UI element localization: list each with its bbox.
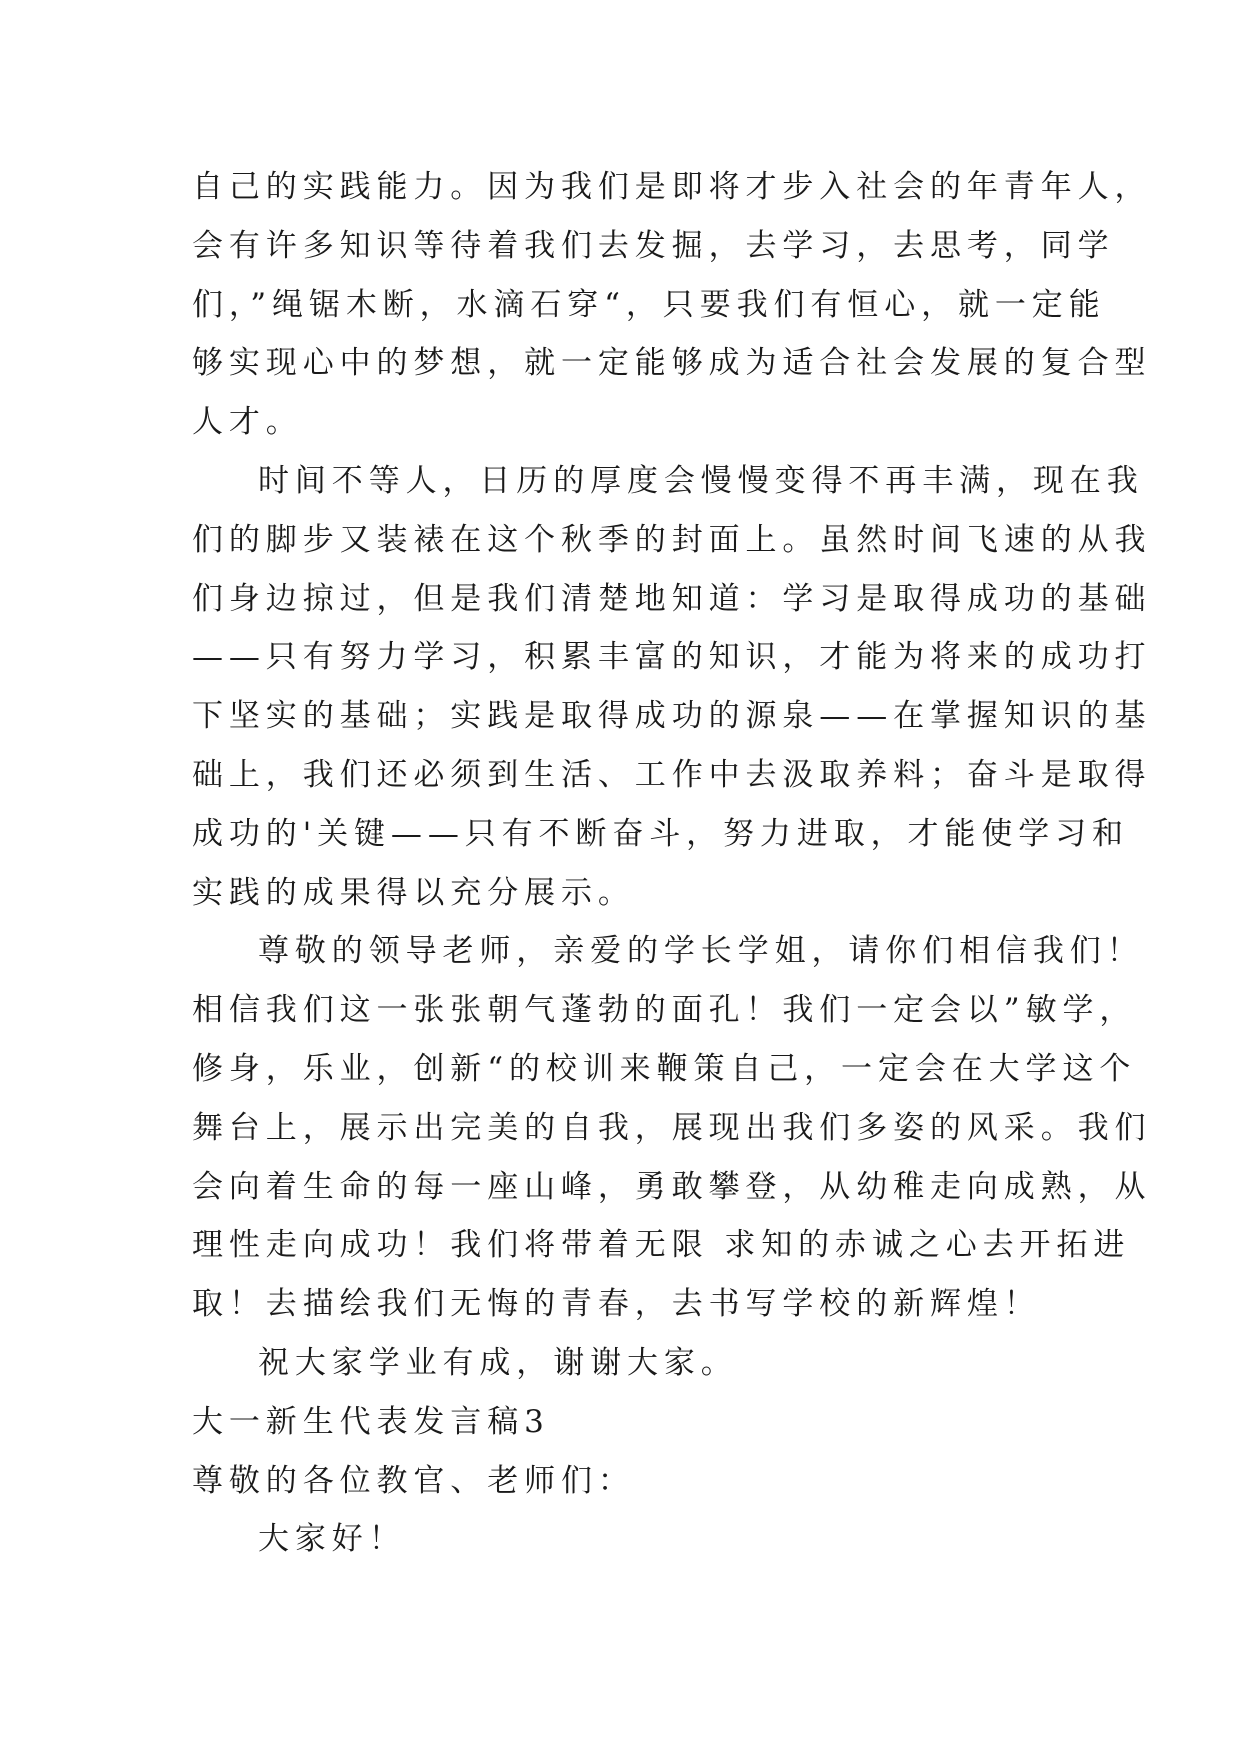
text-line: 自己的实践能力。因为我们是即将才步入社会的年青年人， [192,169,1152,205]
text-line: 实践的成果得以充分展示。 [192,874,635,911]
text-line: 会有许多知识等待着我们去发掘，去学习，去思考，同学 [192,227,1115,264]
text-line: 舞台上，展示出完美的自我，展现出我们多姿的风采。我们 [192,1109,1152,1146]
text-line: 够实现心中的梦想，就一定能够成为适合社会发展的复合型 [192,345,1152,382]
paragraph-start-line: 祝大家学业有成，谢谢大家。 [258,1344,738,1381]
text-line: 们，”绳锯木断，水滴石穿“，只要我们有恒心，就一定能 [192,286,1106,323]
text-line: 理性走向成功！我们将带着无限 求知的赤诚之心去开拓进 [192,1227,1131,1264]
section-heading: 大一新生代表发言稿3 [192,1403,550,1440]
text-line: 相信我们这一张张朝气蓬勃的面孔！我们一定会以”敏学， [192,992,1137,1029]
text-line: 人才。 [192,404,303,441]
salutation-line: 尊敬的各位教官、老师们： [192,1462,635,1499]
text-line: 们的脚步又装裱在这个秋季的封面上。虽然时间飞速的从我 [192,521,1152,558]
text-line: 们身边掠过，但是我们清楚地知道：学习是取得成功的基础 [192,580,1152,617]
text-line: 础上，我们还必须到生活、工作中去汲取养料；奋斗是取得 [192,756,1152,793]
paragraph-start-line: 时间不等人，日历的厚度会慢慢变得不再丰满，现在我 [258,462,1144,499]
paragraph-start-line: 尊敬的领导老师，亲爱的学长学姐，请你们相信我们！ [258,933,1144,970]
text-line: 修身，乐业，创新“的校训来鞭策自己，一定会在大学这个 [192,1050,1137,1087]
greeting-line: 大家好！ [258,1521,406,1558]
text-line: ——只有努力学习，积累丰富的知识，才能为将来的成功打 [192,639,1152,676]
text-line: 取！去描绘我们无悔的青春，去书写学校的新辉煌！ [192,1286,1041,1323]
text-line: 下坚实的基础；实践是取得成功的源泉——在掌握知识的基 [192,698,1152,735]
text-line: 会向着生命的每一座山峰，勇敢攀登，从幼稚走向成熟，从 [192,1168,1152,1205]
text-line: 成功的'关键——只有不断奋斗，努力进取，才能使学习和 [192,815,1129,852]
document-body [192,158,1152,1569]
